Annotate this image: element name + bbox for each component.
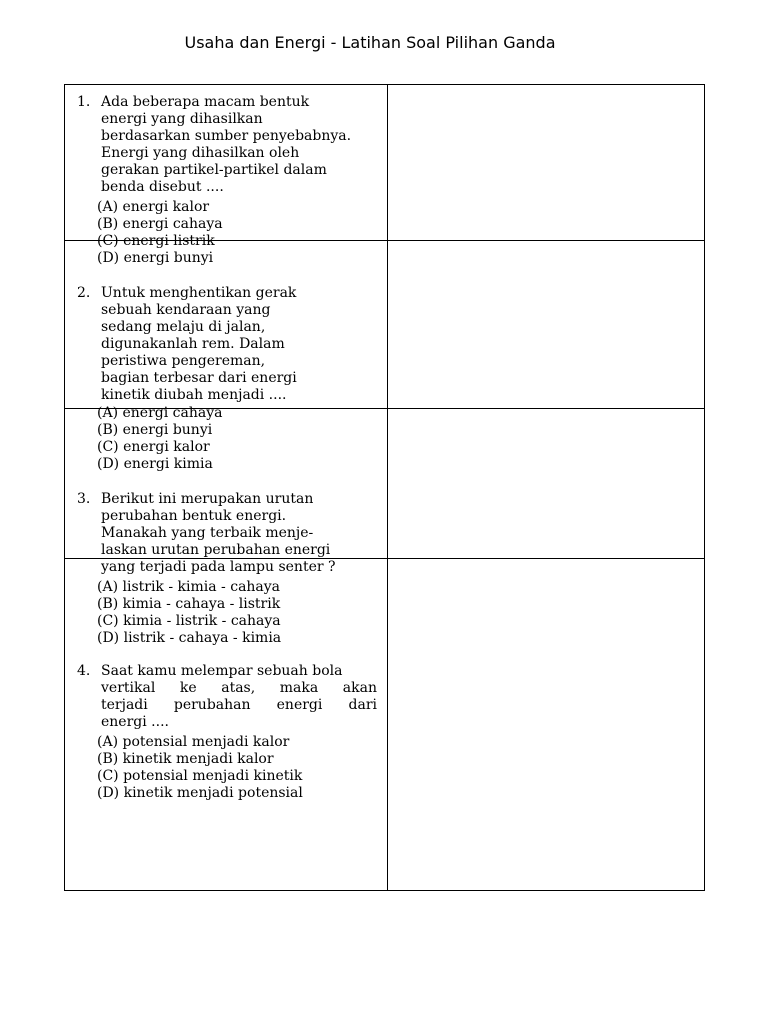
option-c: (C) potensial menjadi kinetik	[97, 768, 303, 784]
question-4	[77, 663, 377, 802]
option-a: (A) potensial menjadi kalor	[97, 734, 290, 750]
column-divider	[387, 85, 388, 890]
option-b: (B) kimia - cahaya - listrik	[97, 596, 281, 612]
option-c: (C) energi listrik	[97, 233, 215, 249]
question-number: 1.	[77, 94, 91, 110]
option-d: (D) listrik - cahaya - kimia	[97, 630, 282, 646]
option-a: (A) energi cahaya	[97, 405, 223, 421]
question-number: 3.	[77, 491, 91, 507]
option-b: (B) energi bunyi	[97, 422, 213, 438]
options-list	[97, 199, 377, 267]
option-b: (B) energi cahaya	[97, 216, 223, 232]
option-b: (B) kinetik menjadi kalor	[97, 751, 274, 767]
question-stem: Saat kamu melempar sebuah bola vertikal ke atas, maka akan terjadi perubahan energi dari energi ....	[101, 663, 377, 730]
question-table	[64, 84, 705, 891]
question-2	[77, 285, 377, 473]
question-stem: Untuk menghentikan gerak sebuah kendaraan yang sedang melaju di jalan, digunakanlah rem. Dalam peristiwa pengereman, bagian terbesar dari energi kinetik diubah menjadi ....	[101, 285, 297, 403]
option-d: (D) energi kimia	[97, 456, 213, 472]
page-title: Usaha dan Energi - Latihan Soal Pilihan Ganda	[184, 33, 556, 52]
question-stem: Berikut ini merupakan urutan perubahan bentuk energi. Manakah yang terbaik menje- laskan urutan perubahan energi yang terjadi pada lampu senter ?	[101, 491, 336, 575]
question-number: 4.	[77, 663, 91, 679]
option-a: (A) listrik - kimia - cahaya	[97, 579, 281, 595]
option-c: (C) energi kalor	[97, 439, 210, 455]
question-number: 2.	[77, 285, 91, 301]
option-c: (C) kimia - listrik - cahaya	[97, 613, 281, 629]
options-list	[97, 734, 377, 802]
option-a: (A) energi kalor	[97, 199, 210, 215]
option-d: (D) kinetik menjadi potensial	[97, 785, 303, 801]
question-1	[77, 94, 377, 267]
question-3	[77, 491, 377, 647]
question-stem: Ada beberapa macam bentuk energi yang dihasilkan berdasarkan sumber penyebabnya. Energi yang dihasilkan oleh gerakan partikel-partikel dalam benda disebut ....	[101, 94, 352, 195]
options-list	[97, 405, 377, 473]
option-d: (D) energi bunyi	[97, 250, 214, 266]
options-list	[97, 579, 377, 647]
